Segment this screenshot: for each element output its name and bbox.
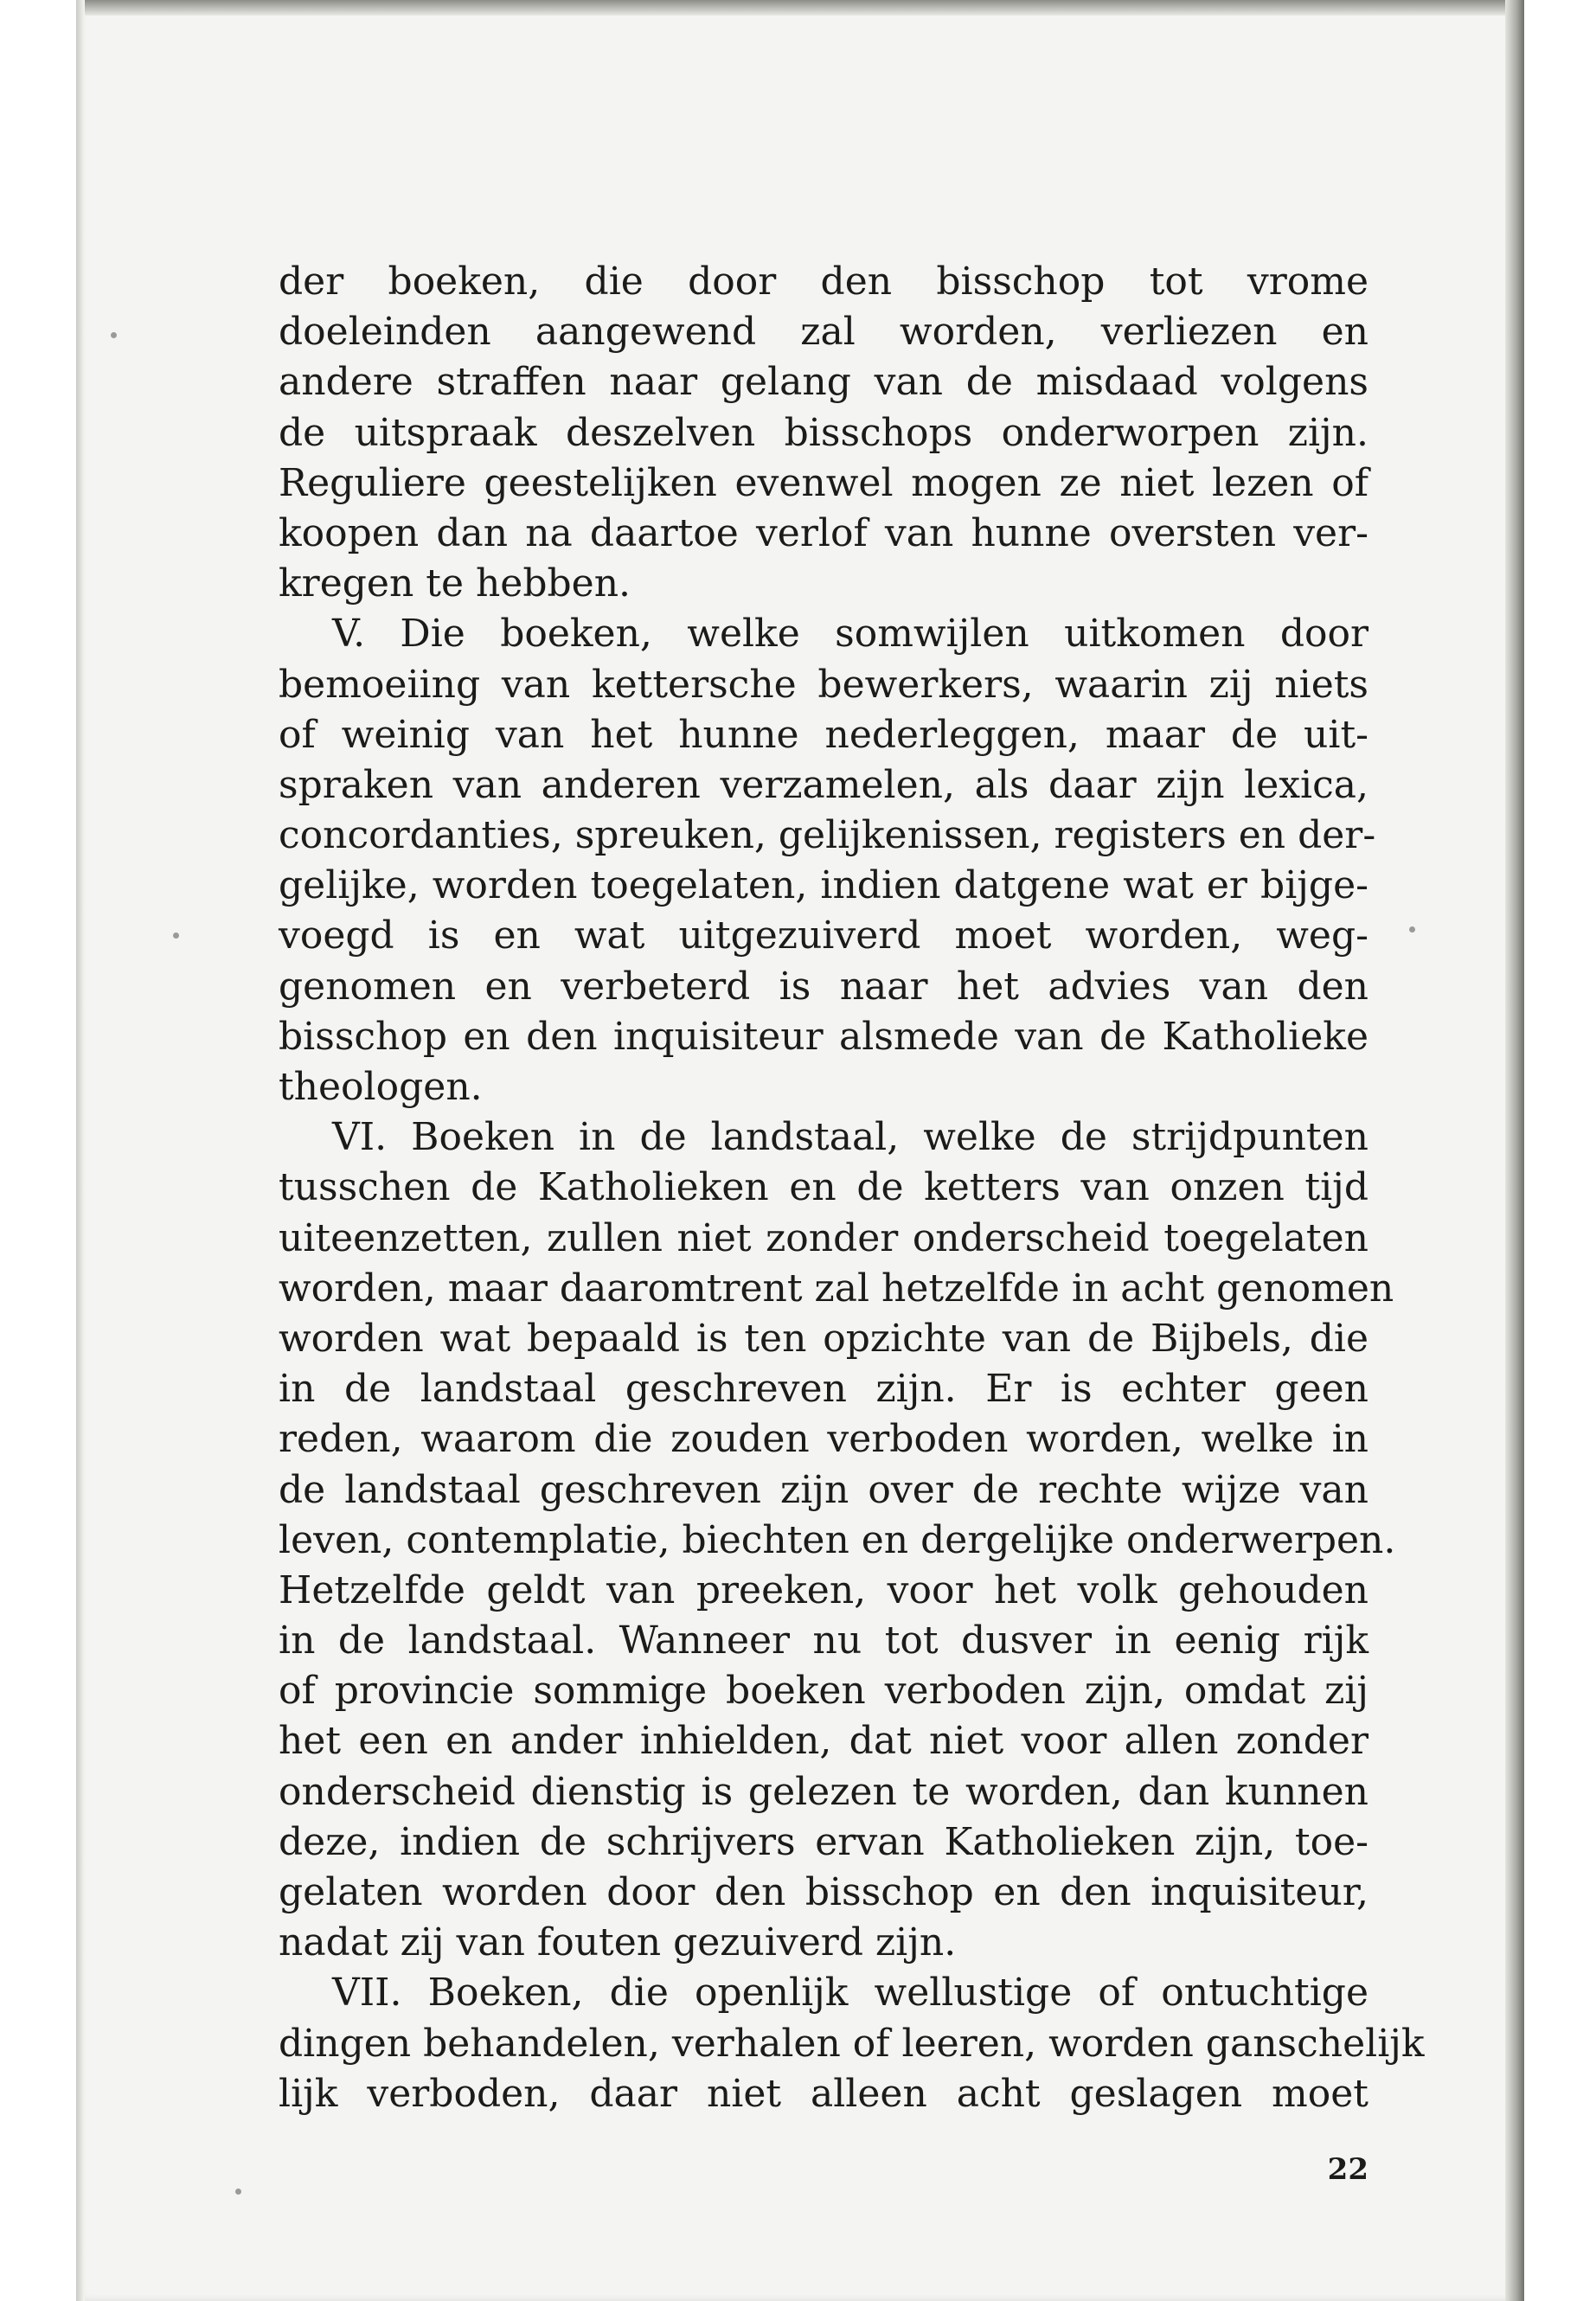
- text-line: nadat zij van fouten gezuiverd zijn.: [279, 1920, 957, 1965]
- text-line: Reguliere geestelijken evenwel mogen ze niet lezen of: [279, 460, 1368, 505]
- text-line: bisschop en den inquisiteur alsmede van de Katholieke: [279, 1014, 1368, 1059]
- text-line: reden, waarom die zouden verboden worden, welke in: [279, 1417, 1368, 1462]
- text-line: uiteenzetten, zullen niet zonder onderscheid toegelaten: [279, 1215, 1368, 1260]
- text-line: leven, contemplatie, biechten en dergelijke onderwerpen.: [279, 1517, 1396, 1562]
- text-line: VII. Boeken, die openlijk wellustige of ontuchtige: [332, 1971, 1368, 2016]
- text-line: gelijke, worden toegelaten, indien datgene wat er bijge-: [279, 863, 1368, 908]
- text-line: lijk verboden, daar niet alleen acht geslagen moet: [279, 2071, 1368, 2116]
- text-line: doeleinden aangewend zal worden, verliezen en: [279, 310, 1368, 355]
- text-line: theologen.: [279, 1065, 483, 1109]
- page-left-edge: [76, 0, 85, 2301]
- text-line: worden, maar daaromtrent zal hetzelfde in acht genomen: [279, 1266, 1394, 1311]
- paper-speck: [173, 933, 179, 939]
- text-line: worden wat bepaald is ten opzichte van de Bijbels, die: [279, 1316, 1368, 1361]
- text-line: of provincie sommige boeken verboden zijn, omdat zij: [279, 1669, 1368, 1714]
- text-line: in de landstaal geschreven zijn. Er is echter geen: [279, 1367, 1368, 1412]
- text-line: de landstaal geschreven zijn over de rechte wijze van: [279, 1467, 1368, 1512]
- text-line: bemoeiing van kettersche bewerkers, waarin zij niets: [279, 662, 1368, 707]
- paper-speck: [111, 332, 117, 338]
- body-text: [279, 257, 1425, 2119]
- paper-speck: [1409, 926, 1415, 933]
- text-line: gelaten worden door den bisschop en den inquisiteur,: [279, 1870, 1368, 1914]
- text-line: deze, indien de schrijvers ervan Katholieken zijn, toe-: [279, 1819, 1368, 1864]
- text-line: in de landstaal. Wanneer nu tot dusver in eenig rijk: [279, 1618, 1368, 1663]
- text-line: koopen dan na daartoe verlof van hunne oversten ver-: [279, 510, 1368, 555]
- text-line: V. Die boeken, welke somwijlen uitkomen door: [332, 612, 1368, 657]
- paper-speck: [235, 2189, 241, 2195]
- text-line: spraken van anderen verzamelen, als daar zijn lexica,: [279, 762, 1368, 807]
- text-line: andere straffen naar gelang van de misdaad volgens: [279, 360, 1368, 405]
- page-right-edge-shadow: [1505, 0, 1524, 2301]
- page-top-shadow: [76, 0, 1522, 16]
- text-line: VI. Boeken in de landstaal, welke de strijdpunten: [332, 1115, 1368, 1160]
- text-line: of weinig van het hunne nederleggen, maar de uit-: [279, 712, 1368, 757]
- text-line: concordanties, spreuken, gelijkenissen, registers en der-: [279, 813, 1376, 858]
- text-line: het een en ander inhielden, dat niet voor allen zonder: [279, 1719, 1368, 1764]
- text-line: de uitspraak deszelven bisschops onderworpen zijn.: [279, 410, 1368, 455]
- page-number: 22: [1327, 2152, 1368, 2187]
- text-line: Hetzelfde geldt van preeken, voor het volk gehouden: [279, 1567, 1368, 1612]
- text-line: onderscheid dienstig is gelezen te worden, dan kunnen: [279, 1769, 1368, 1814]
- text-line: kregen te hebben.: [279, 561, 631, 606]
- text-line: voegd is en wat uitgezuiverd moet worden, weg-: [279, 913, 1368, 958]
- text-line: genomen en verbeterd is naar het advies van den: [279, 964, 1368, 1009]
- text-line: der boeken, die door den bisschop tot vrome: [279, 260, 1368, 304]
- text-line: dingen behandelen, verhalen of leeren, worden ganschelijk: [279, 2021, 1425, 2066]
- text-line: tusschen de Katholieken en de ketters van onzen tijd: [279, 1165, 1368, 1210]
